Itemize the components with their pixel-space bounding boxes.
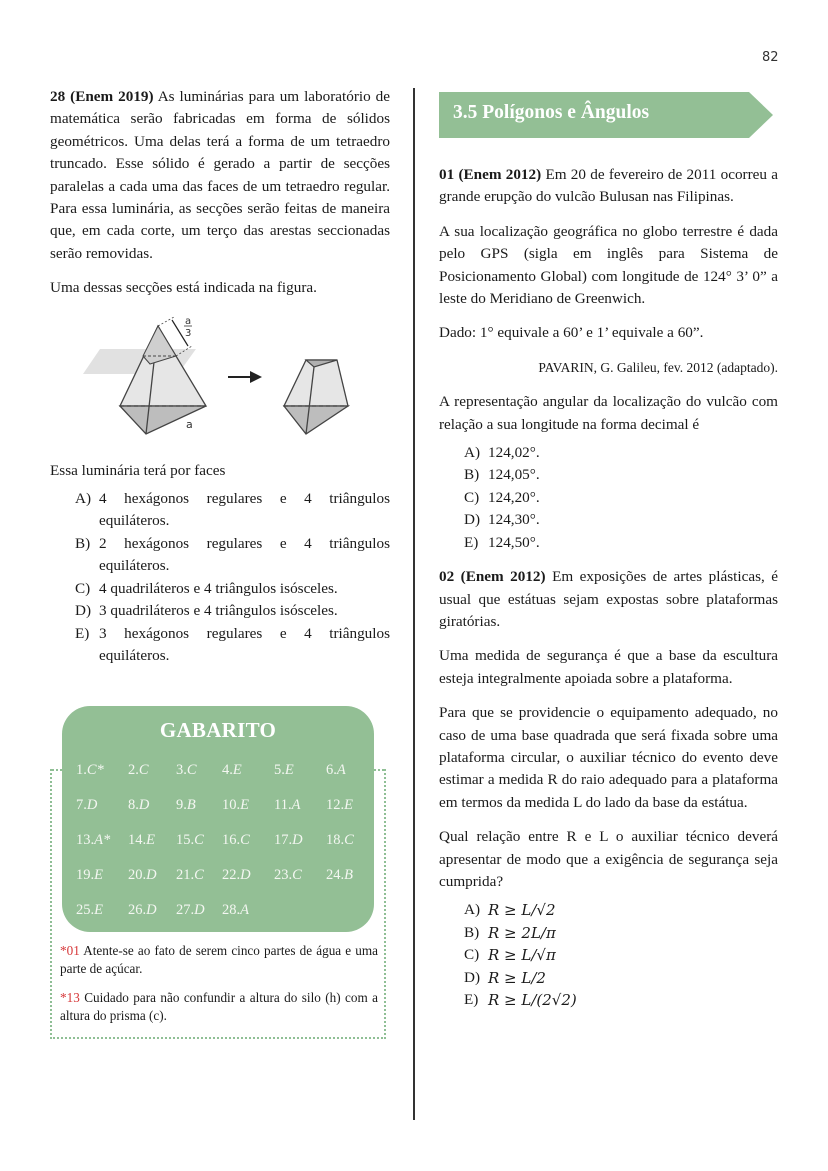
answer-cell: 26.D <box>128 902 157 918</box>
answer-cell: 19.E <box>76 867 103 883</box>
label-edge-a: a <box>186 417 193 431</box>
answer-cell: 27.D <box>176 902 205 918</box>
answer-cell: 4.E <box>222 762 242 778</box>
answer-cell: 12.E <box>326 797 353 813</box>
page-number: 82 <box>762 50 779 65</box>
question-02-statement: 02 (Enem 2012) Em exposições de artes plásticas, é usual que estátuas sejam expostas sobre plataformas giratórias. <box>439 568 778 630</box>
label-a-den: 3 <box>185 327 192 339</box>
answer-cell: 24.B <box>326 867 353 883</box>
question-01-paragraph: A sua localização geográfica no globo terrestre é dada pelo GPS (sigla em inglês para Sistema de Posicionamento Global) com longitude de 124° 3’ 0” a leste do Meridiano de Greenwich. <box>439 222 778 308</box>
question-02-prompt: Qual relação entre R e L o auxiliar técnico deverá apresentar de modo que a exigência de segurança seja cumprida? <box>439 828 778 890</box>
answer-cell: 5.E <box>274 762 294 778</box>
answer-cell: 16.C <box>222 832 250 848</box>
question-02-options <box>439 899 778 1011</box>
right-column <box>439 92 778 1011</box>
question-28-options <box>50 488 390 667</box>
answer-cell: 28.A <box>222 902 249 918</box>
option-c[interactable]: C) 4 quadriláteros e 4 triângulos isósceles. <box>75 579 338 597</box>
arrow-right-icon <box>250 371 262 383</box>
answer-cell: 15.C <box>176 832 204 848</box>
answer-cell: 23.C <box>274 867 302 883</box>
answer-key-title: GABARITO <box>159 718 277 742</box>
option-b[interactable]: B) 124,05°. <box>464 466 540 484</box>
answer-cell: 22.D <box>222 867 251 883</box>
label-a-num: a <box>185 315 192 327</box>
answer-cell: 13.A* <box>76 832 111 848</box>
answer-cell: 9.B <box>176 797 196 813</box>
answer-cell: 6.A <box>326 762 346 778</box>
option-a[interactable]: A) 4 hexágonos regulares e 4 triângulos equiláteros. <box>75 490 390 530</box>
section-banner <box>439 92 773 138</box>
option-a[interactable]: A) R ≥ L/√2 <box>464 901 556 920</box>
answer-cell: 18.C <box>326 832 354 848</box>
question-01-given: Dado: 1° equivale a 60’ e 1’ equivale a 60”. <box>439 324 704 342</box>
answer-cell: 8.D <box>128 797 150 813</box>
answer-key-notes <box>60 942 378 1036</box>
question-02-paragraph-3: Para que se providencie o equipamento adequado, no caso de uma base quadrada que será fixada sobre uma plataforma circular, o auxiliar técnico do evento deve estimar a medida R do raio adequado para a plataforma em termos da medida L do lado da base da estátua. <box>439 704 778 811</box>
answer-cell: 2.C <box>128 762 149 778</box>
question-02-paragraph-2: Uma medida de segurança é que a base da escultura esteja integralmente apoiada sobre a plataforma. <box>439 647 778 687</box>
answer-key-box <box>62 706 374 932</box>
answer-cell: 3.C <box>176 762 197 778</box>
option-e[interactable]: E) R ≥ L/(2√2) <box>464 991 577 1009</box>
option-d[interactable]: D) 3 quadriláteros e 4 triângulos isósceles. <box>75 602 338 620</box>
left-column <box>50 86 390 667</box>
option-b[interactable]: B) R ≥ 2L/π <box>464 923 556 942</box>
figure-caption: Uma dessas secções está indicada na figura. <box>50 279 317 297</box>
option-b[interactable]: B) 2 hexágonos regulares e 4 triângulos equiláteros. <box>75 534 390 575</box>
option-c[interactable]: C) R ≥ L/√π <box>464 946 556 965</box>
section-title: 3.5 Polígonos e Ângulos <box>453 102 650 123</box>
answer-cell: 21.C <box>176 867 204 883</box>
question-28-statement: 28 (Enem 2019) As luminárias para um laboratório de matemática serão fabricadas em forma de sólidos geométricos. Uma delas terá a forma de um tetraedro truncado. Esse sólido é gerado a partir de secções paralelas a cada uma das faces de um tetraedro regular. Para essa luminária, as secções serão feitas de maneira que, em cada corte, um terço das arestas seccionadas serão removidas. <box>50 88 390 262</box>
option-a[interactable]: A) 124,02°. <box>464 444 540 462</box>
answer-cell: 10.E <box>222 797 249 813</box>
option-e[interactable]: E) 124,50°. <box>464 533 540 551</box>
question-28-prompt: Essa luminária terá por faces <box>50 461 226 479</box>
answer-cell: 17.D <box>274 832 303 848</box>
question-01-citation: PAVARIN, G. Galileu, fev. 2012 (adaptado). <box>538 359 778 375</box>
option-c[interactable]: C) 124,20°. <box>464 488 540 506</box>
note-01: *01 Atente-se ao fato de serem cinco partes de água e uma parte de açúcar. <box>60 943 378 976</box>
question-01-statement: 01 (Enem 2012) Em 20 de fevereiro de 2011 ocorreu a grande erupção do vulcão Bulusan nas Filipinas. <box>439 166 778 206</box>
option-e[interactable]: E) 3 hexágonos regulares e 4 triângulos equiláteros. <box>75 624 390 664</box>
option-d[interactable]: D) 124,30°. <box>464 511 540 529</box>
tetrahedron-figure <box>50 312 390 442</box>
note-13: *13 Cuidado para não confundir a altura do silo (h) com a altura do prisma (c). <box>60 990 378 1023</box>
question-28-heading: 28 (Enem 2019) <box>50 88 154 105</box>
option-d[interactable]: D) R ≥ L/2 <box>464 968 546 987</box>
answer-key-grid <box>76 758 368 922</box>
answer-cell: 14.E <box>128 832 155 848</box>
column-divider <box>413 88 415 1120</box>
answer-cell: 1.C* <box>76 762 104 778</box>
answer-cell: 20.D <box>128 867 157 883</box>
question-01-options <box>439 442 778 554</box>
answer-cell: 7.D <box>76 797 98 813</box>
question-01-prompt: A representação angular da localização do vulcão com relação a sua longitude na forma decimal é <box>439 393 778 433</box>
truncation-diagram <box>78 312 368 437</box>
answer-cell: 25.E <box>76 902 103 918</box>
answer-cell: 11.A <box>274 797 301 813</box>
